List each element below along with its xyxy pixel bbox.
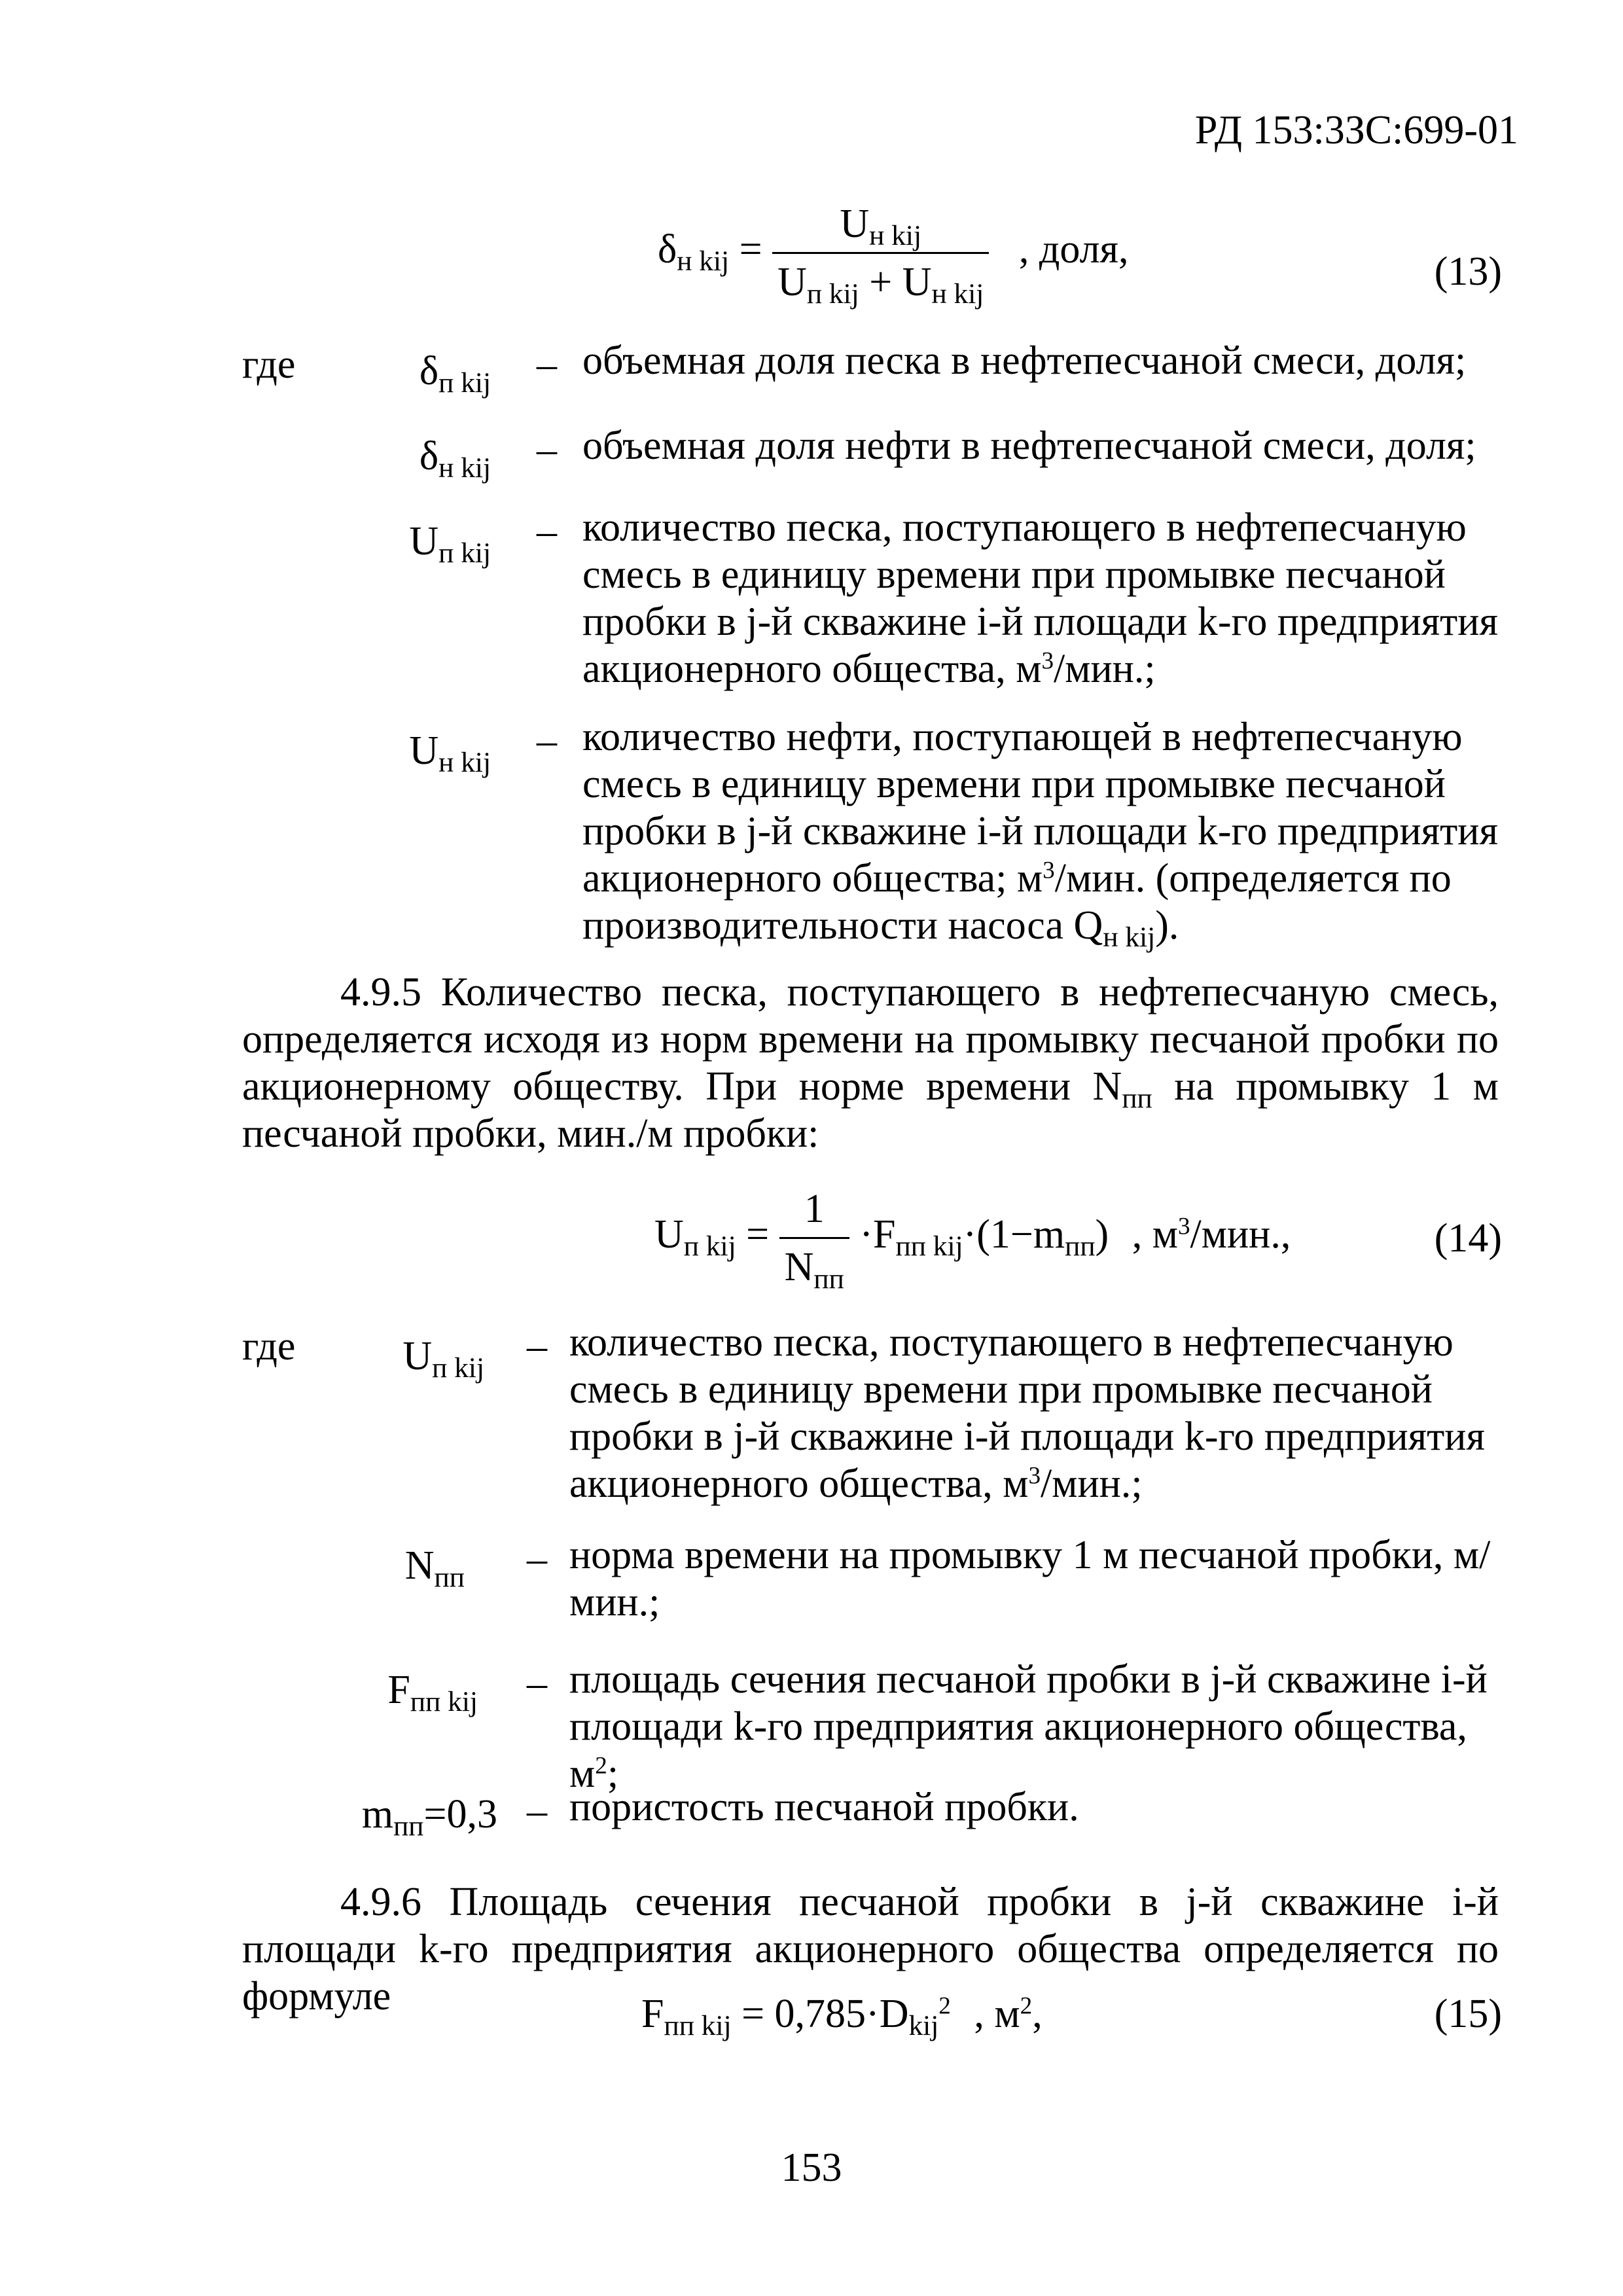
definition-text: пористость песчаной пробки.: [569, 1785, 1079, 1829]
eq13-unit: , доля,: [1018, 227, 1129, 272]
definition-symbol: $m_{пп}=0,3$: [361, 1792, 497, 1842]
definition-symbol: $U_{н kij}$: [409, 728, 491, 779]
equation-15: [641, 1990, 1043, 2042]
equation-14-number: (14): [1434, 1216, 1502, 1261]
definition-dash: –: [527, 1789, 547, 1833]
paragraph-4-9-6: 4.9.6 Площадь сечения песчаной пробки в j-й скважине i-й площади k-го предприятия акционерного общества определяется по формуле: [242, 1880, 1499, 2018]
definition-text: объемная доля песка в нефтепесчаной смеси, доля;: [582, 338, 1467, 383]
definition-dash: –: [537, 719, 557, 763]
equation-13-number: (13): [1434, 249, 1502, 294]
definition-text: количество нефти, поступающей в нефтепесчаную смесь в единицу времени при промывке песчаной пробки в j-й скважине i-й площади k-го предприятия акционерного общества; $м^3$/мин. (определяется по производительности насоса $Q_{н kij}$).: [582, 715, 1498, 954]
definition-dash: –: [527, 1537, 547, 1581]
eq13-denominator: $U_{п kij} + U_{н kij}$: [777, 260, 984, 310]
definition-dash: –: [537, 342, 557, 387]
definition-symbol: $\delta_{н kij}$: [419, 434, 491, 484]
equation-15-number: (15): [1434, 1992, 1502, 2036]
page-number: 153: [781, 2145, 842, 2190]
eq14-denominator: $N_{пп}$: [784, 1245, 844, 1295]
eq15-rhs: = $0,785\cdot D_{kij}^2$: [741, 1992, 951, 2042]
where-label: где: [242, 1324, 296, 1369]
eq13-fraction: [772, 200, 989, 310]
eq13-numerator: $U_{н kij}$: [772, 200, 989, 254]
definition-dash: –: [537, 427, 557, 472]
definition-text: площадь сечения песчаной пробки в j-й скважине i-й площади k-го предприятия акционерного общества, $м^2$;: [569, 1657, 1488, 1796]
definition-text: количество песка, поступающего в нефтепесчаную смесь в единицу времени при промывке песчаной пробки в j-й скважине i-й площади k-го предприятия акционерного общества, $м^3$/мин.;: [582, 505, 1498, 691]
definition-symbol: $\delta_{п kij}$: [419, 349, 491, 399]
eq15-unit: , $м^2$,: [974, 1992, 1043, 2036]
definition-text: количество песка, поступающего в нефтепесчаную смесь в единицу времени при промывке песчаной пробки в j-й скважине i-й площади k-го предприятия акционерного общества, $м^3$/мин.;: [569, 1320, 1485, 1506]
definition-text: норма времени на промывку 1 м песчаной пробки, м/мин.;: [569, 1533, 1491, 1624]
definition-text: объемная доля нефти в нефтепесчаной смеси, доля;: [582, 423, 1476, 468]
definition-symbol: $U_{п kij}$: [402, 1334, 484, 1384]
definition-dash: –: [527, 1661, 547, 1706]
eq14-lhs: $U_{п kij}$: [654, 1212, 736, 1263]
paragraph-4-9-5: 4.9.5 Количество песка, поступающего в нефтепесчаную смесь, определяется исходя из норм времени на промывку песчаной пробки по акционерному обществу. При норме времени $N_{пп}$ на промывку 1 м песчаной пробки, мин./м пробки:: [242, 970, 1499, 1156]
eq15-lhs: $F_{пп kij}$: [641, 1992, 732, 2042]
definition-symbol: $F_{пп kij}$: [387, 1668, 478, 1718]
eq14-product: $\cdot F_{пп kij}\cdot(1-m_{пп})$: [859, 1212, 1109, 1263]
definition-symbol: $U_{п kij}$: [409, 519, 491, 569]
definition-dash: –: [537, 509, 557, 554]
where-label: где: [242, 342, 296, 387]
eq13-lhs: $\delta_{н kij}$: [658, 227, 730, 278]
equation-14: $U_{п kij}$ = $\frac{1}{N_{пп}}$ $\cdot F_{пп kij}\cdot(1-m_{пп})$ , $м^3$/мин.,: [654, 1185, 1291, 1292]
definition-symbol: $N_{пп}$: [404, 1543, 465, 1594]
equation-13: $\delta_{н kij}$ = $\frac{U_{н kij}}{U_{п kij} + U_{н kij}}$ , доля,: [658, 200, 1129, 307]
eq14-unit: , $м^3$/мин.,: [1132, 1212, 1291, 1257]
eq14-numerator: 1: [779, 1185, 849, 1239]
eq14-fraction: [779, 1185, 849, 1295]
document-code-header: РД 153:3ЗС:699-01: [1194, 108, 1518, 152]
definition-dash: –: [527, 1324, 547, 1369]
